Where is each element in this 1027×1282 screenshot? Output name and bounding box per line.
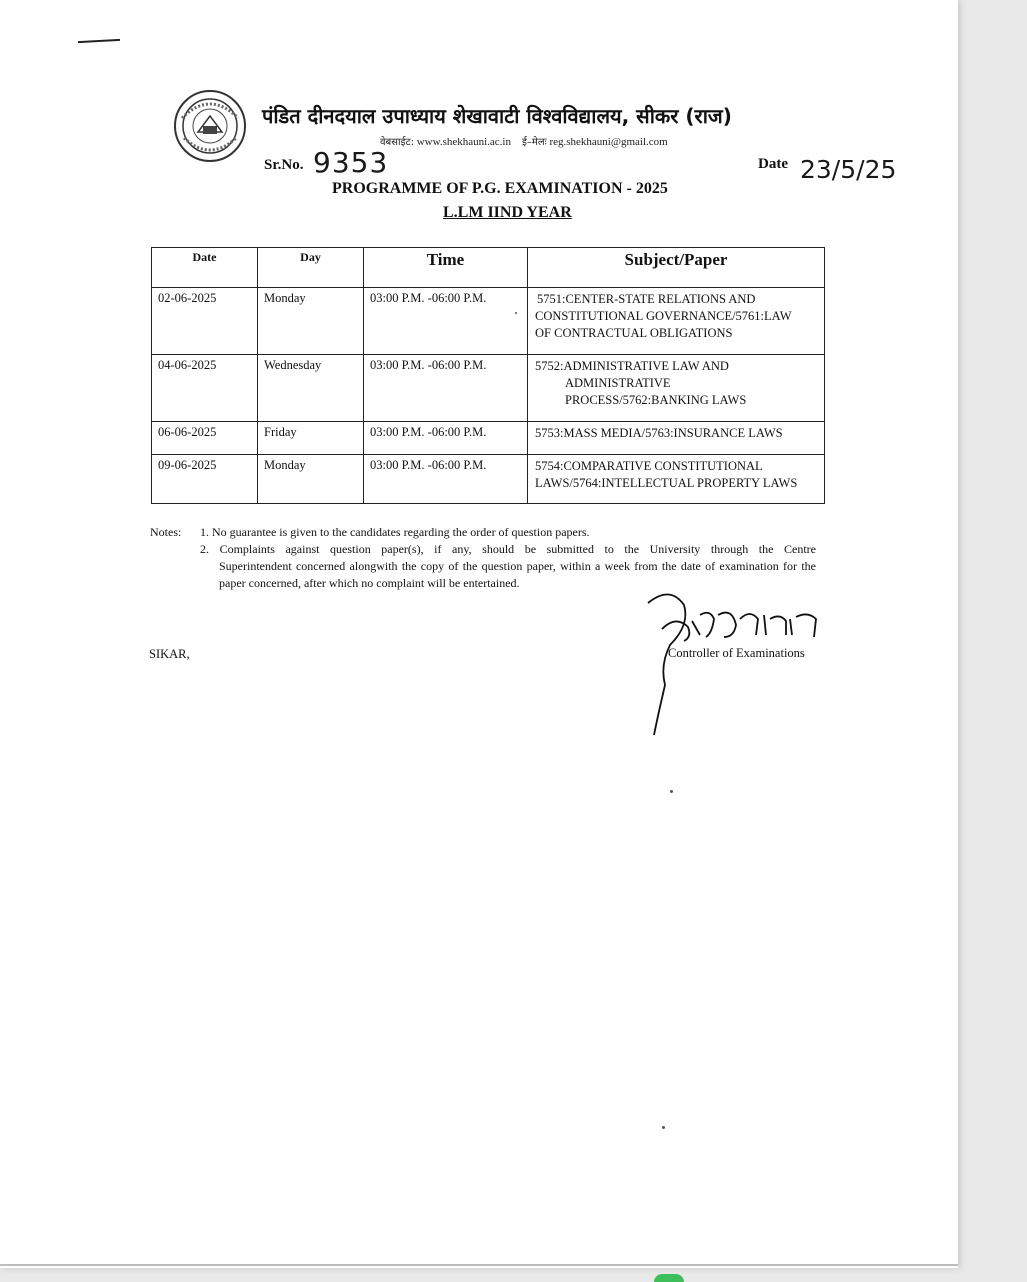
cell-date: 09-06-2025 <box>152 455 258 504</box>
header-date: Date <box>152 248 258 288</box>
scan-mark <box>78 39 120 43</box>
exam-schedule-table <box>151 247 825 504</box>
subject-line: 5753:MASS MEDIA/5763:INSURANCE LAWS <box>535 426 783 440</box>
subject-line: LAWS/5764:INTELLECTUAL PROPERTY LAWS <box>535 476 798 490</box>
header-subject: Subject/Paper <box>528 248 825 288</box>
table-row <box>152 455 825 504</box>
cell-time: 03:00 P.M. -06:00 P.M. <box>364 288 528 355</box>
table-row <box>152 422 825 455</box>
scan-speck <box>662 1126 665 1129</box>
header-time: Time <box>364 248 528 288</box>
cell-date: 04-06-2025 <box>152 355 258 422</box>
subject-line: PROCESS/5762:BANKING LAWS <box>565 393 747 407</box>
university-seal-icon <box>172 88 248 164</box>
university-name: पंडित दीनदयाल उपाध्याय शेखावाटी विश्वविद्यालय, सीकर (राज) <box>262 104 732 128</box>
serial-number-label: Sr.No. <box>264 157 304 173</box>
subject-line: 5751:CENTER-STATE RELATIONS AND <box>537 292 756 306</box>
cell-day: Monday <box>258 455 364 504</box>
subject-line: ADMINISTRATIVE <box>565 376 671 390</box>
cell-time: 03:00 P.M. -06:00 P.M. <box>364 455 528 504</box>
scan-speck <box>515 312 517 314</box>
place-label: SIKAR, <box>149 647 190 661</box>
cell-day: Monday <box>258 288 364 355</box>
programme-title: PROGRAMME OF P.G. EXAMINATION - 2025 <box>332 180 668 197</box>
email-text: reg.shekhauni@gmail.com <box>549 136 668 148</box>
website-label: वेबसाईट: <box>380 137 414 148</box>
course-title: L.LM IIND YEAR <box>443 204 572 221</box>
cell-subject <box>528 422 825 455</box>
date-value: 23/5/25 <box>800 155 897 184</box>
subject-line: 5754:COMPARATIVE CONSTITUTIONAL <box>535 459 763 473</box>
website-text: www.shekhauni.ac.in <box>416 136 511 148</box>
serial-number-value: 9353 <box>313 146 389 179</box>
cell-date: 02-06-2025 <box>152 288 258 355</box>
cell-subject <box>528 355 825 422</box>
subject-line: OF CONTRACTUAL OBLIGATIONS <box>535 326 733 340</box>
green-indicator-icon <box>654 1274 684 1282</box>
note-2-first-line: 2. Complaints against question paper(s), if any, should be submitted to the University through the Centre <box>200 542 816 556</box>
subject-line: CONSTITUTIONAL GOVERNANCE/5761:LAW <box>535 309 792 323</box>
signature-icon <box>640 585 840 745</box>
cell-time: 03:00 P.M. -06:00 P.M. <box>364 355 528 422</box>
cell-time: 03:00 P.M. -06:00 P.M. <box>364 422 528 455</box>
cell-day: Wednesday <box>258 355 364 422</box>
contact-line <box>380 134 668 148</box>
signatory-title: Controller of Examinations <box>668 646 805 660</box>
cell-subject <box>528 455 825 504</box>
note-2-continuation: Superintendent concerned alongwith the copy of the question paper, within a week from the date of examination for the paper concerned, after which no complaint will be entertained. <box>219 559 816 590</box>
header-day: Day <box>258 248 364 288</box>
page-bottom-edge <box>0 1264 958 1266</box>
table-row <box>152 288 825 355</box>
cell-subject <box>528 288 825 355</box>
subject-line: 5752:ADMINISTRATIVE LAW AND <box>535 359 729 373</box>
notes-label: Notes: <box>150 525 182 539</box>
scan-speck <box>670 790 673 793</box>
table-header-row <box>152 248 825 288</box>
date-label: Date <box>758 156 788 172</box>
cell-date: 06-06-2025 <box>152 422 258 455</box>
table-row <box>152 355 825 422</box>
note-1: 1. No guarantee is given to the candidates regarding the order of question papers. <box>200 525 590 539</box>
cell-day: Friday <box>258 422 364 455</box>
email-label: ई–मेलः <box>522 137 547 148</box>
